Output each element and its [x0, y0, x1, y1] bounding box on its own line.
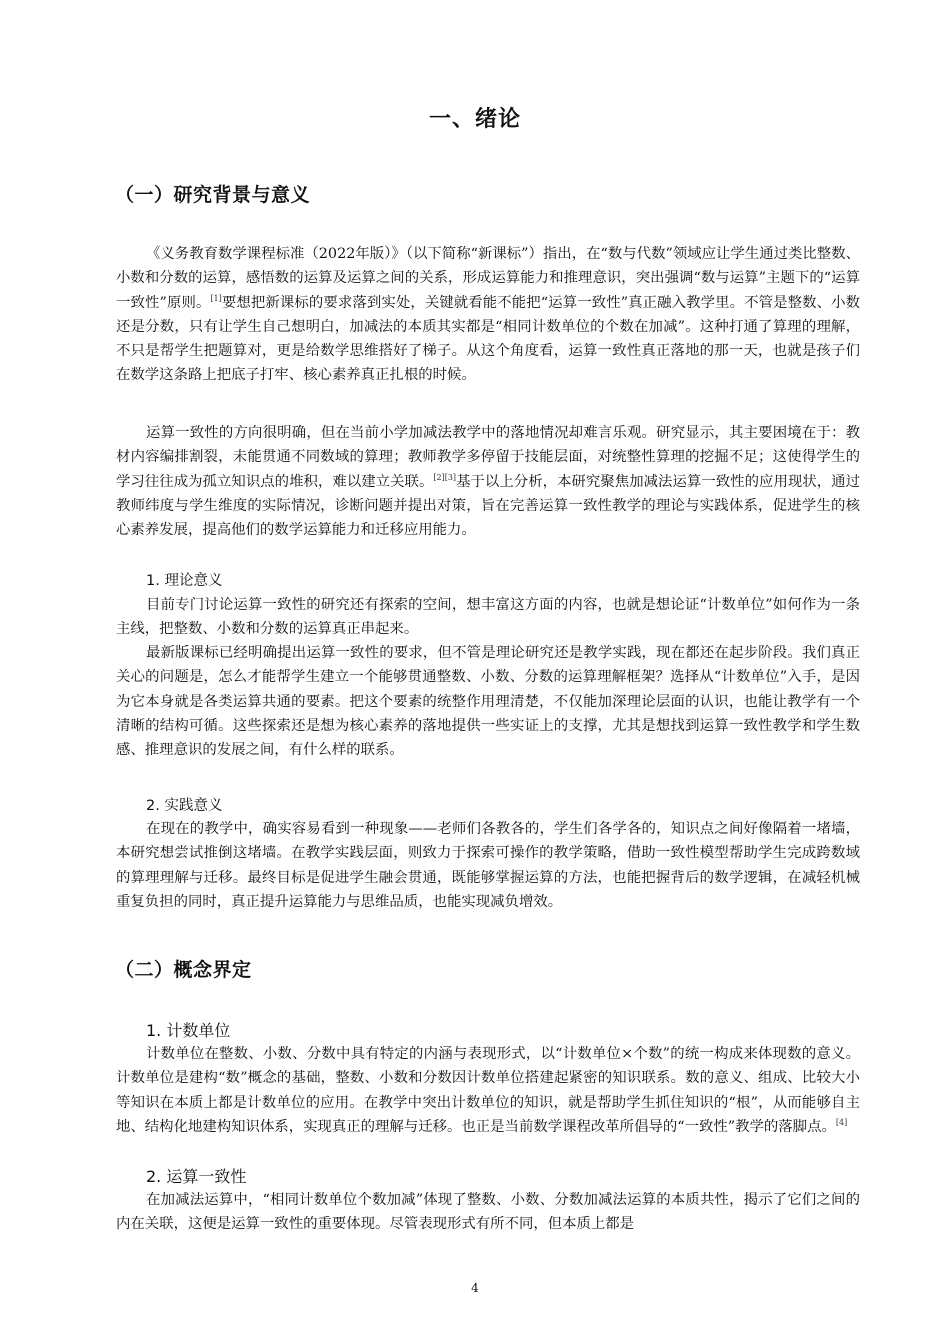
paragraph-background-2: 运算一致性的方向很明确，但在当前小学加减法教学中的落地情况却难言乐观。研究显示，其主要困境在于：教材内容编排割裂，未能贯通不同数域的算理；教师教学多停留于技能层面，对统整性算理的挖掘不足；这使得学生的学习往往成为孤立知识点的堆积，难以建立关联。[2][3]基于以上分析，本研究聚焦加减法运算一致性的应用现状，通过教师纬度与学生维度的实际情况，诊断问题并提出对策，旨在完善运算一致性教学的理论与实践体系，促进学生的核心素养发展，提高他们的数学运算能力和迁移应用能力。	[116, 425, 860, 539]
section-heading-background: （一）研究背景与意义	[115, 184, 311, 206]
paragraph-background-1: 《义务教育数学课程标准（2022年版）》（以下简称“新课标”）指出，在“数与代数”领域应让学生通过类比整数、小数和分数的运算，感悟数的运算及运算之间的关系，形成运算能力和推理意识，突出强调“数与运算”主题下的“运算一致性”原则。[1]要想把新课标的要求落到实处，关键就看能不能把“运算一致性”真正融入教学里。不管是整数、小数还是分数，只有让学生自己想明白，加减法的本质其实都是“相同计数单位的个数在加减”。这种打通了算理的理解，不只是帮学生把题算对，更是给数学思维搭好了梯子。从这个角度看，运算一致性真正落地的那一天，也就是孩子们在数学这条路上把底子打牢、核心素养真正扎根的时候。	[116, 246, 861, 384]
citation-ref: [1]	[210, 293, 222, 303]
chapter-title: 一、绪论	[428, 107, 521, 132]
paragraph-counting-unit: 计数单位在整数、小数、分数中具有特定的内涵与表现形式，以“计数单位×个数”的统一构成来体现数的意义。计数单位是建构“数”概念的基础，整数、小数和分数因计数单位搭建起紧密的知识联系。数的意义、组成、比较大小等知识在本质上都是计数单位的应用。在教学中突出计数单位的知识，就是帮助学生抓住知识的“根”，从而能够自主地、结构化地建构知识体系，实现真正的理解与迁移。也正是当前数学课程改革所倡导的“一致性”教学的落脚点。[4]	[116, 1046, 860, 1135]
page-number: 4	[471, 1281, 479, 1295]
paragraph-operation-consistency: 在加减法运算中，“相同计数单位个数加减”体现了整数、小数、分数加减法运算的本质共性，揭示了它们之间的内在关联，这便是运算一致性的重要体现。尽管表现形式有所不同，但本质上都是	[116, 1192, 860, 1233]
paragraph-theoretical-2: 最新版课标已经明确提出运算一致性的要求，但不管是理论研究还是教学实践，现在都还在起步阶段。我们真正关心的问题是，怎么才能帮学生建立一个能够贯通整数、小数、分数的运算理解框架？选择从“计数单位”入手，是因为它本身就是各类运算共通的要素。把这个要素的统整作用理清楚，不仅能加深理论层面的认识，也能让教学有一个清晰的结构可循。这些探索还是想为核心素养的落地提供一些实证上的支撑，尤其是想找到运算一致性教学和学生数感、推理意识的发展之间，有什么样的联系。	[116, 645, 860, 759]
subheading-practical-significance: 2. 实践意义	[146, 798, 223, 814]
paragraph-theoretical-1: 目前专门讨论运算一致性的研究还有探索的空间，想丰富这方面的内容，也就是想论证“计数单位”如何作为一条主线，把整数、小数和分数的运算真正串起来。	[116, 597, 860, 638]
section-heading-concepts: （二）概念界定	[115, 959, 252, 981]
citation-ref: [2][3]	[433, 472, 457, 482]
paragraph-practical-1: 在现在的教学中，确实容易看到一种现象——老师们各教各的，学生们各学各的，知识点之间好像隔着一堵墙，本研究想尝试推倒这堵墙。在教学实践层面，则致力于探索可操作的教学策略，借助一致性模型帮助学生完成跨数域的算理理解与迁移。最终目标是促进学生融会贯通，既能够掌握运算的方法，也能把握背后的数学逻辑，在减轻机械重复负担的同时，真正提升运算能力与思维品质，也能实现减负增效。	[116, 821, 860, 910]
citation-ref: [4]	[835, 1117, 848, 1127]
subheading-counting-unit: 1. 计数单位	[146, 1021, 231, 1040]
subheading-theoretical-significance: 1. 理论意义	[146, 573, 223, 589]
subheading-operation-consistency: 2. 运算一致性	[146, 1167, 247, 1186]
